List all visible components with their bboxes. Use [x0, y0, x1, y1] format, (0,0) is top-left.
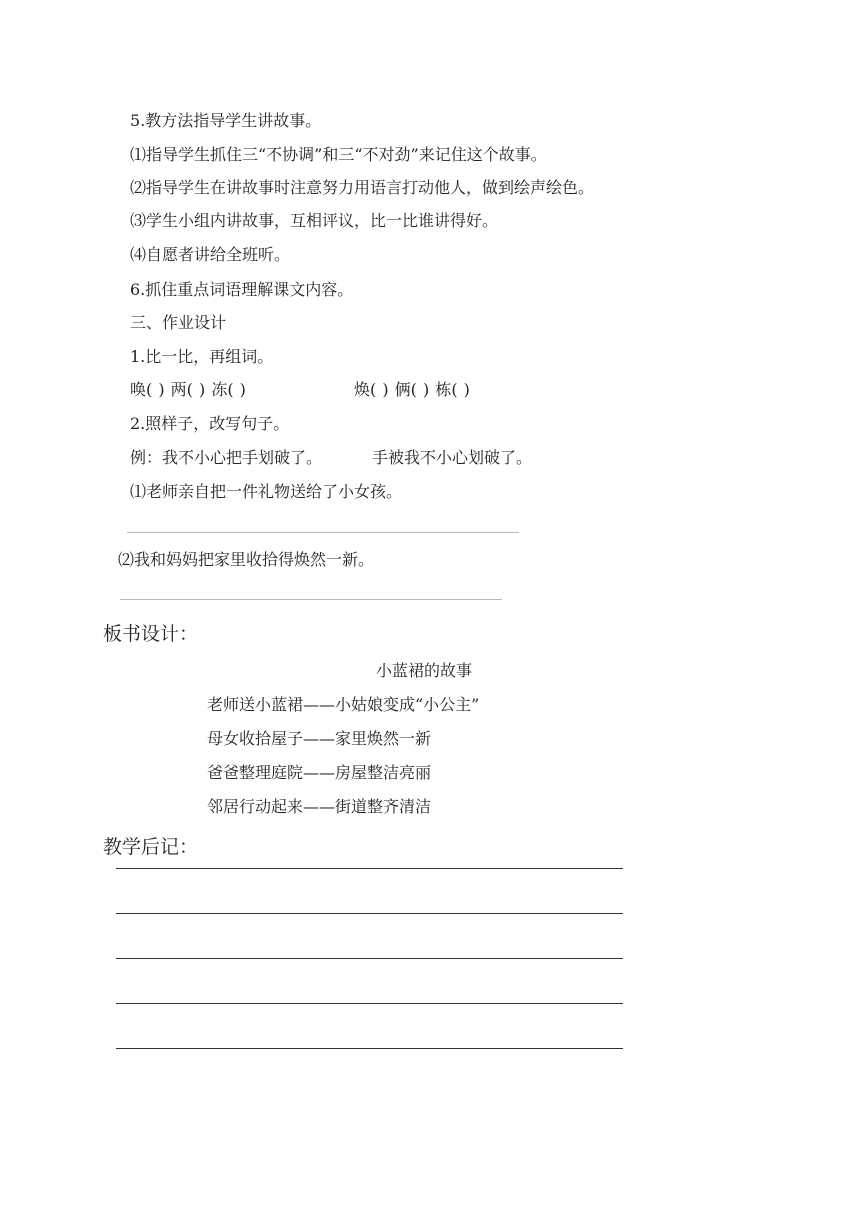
homework-item-2: ⑵我和妈妈把家里收拾得焕然一新。	[118, 550, 375, 569]
step-5-sub-1: ⑴指导学生抓住三“不协调”和三“不对劲”来记住这个故事。	[130, 145, 547, 164]
step-6-text: 6.抓住重点词语理解课文内容。	[130, 280, 354, 299]
notes-writing-line	[116, 868, 623, 869]
notes-writing-line	[116, 958, 623, 959]
homework-q1: 1.比一比，再组词。	[130, 347, 274, 366]
notes-writing-line	[116, 1003, 623, 1004]
example-sentence-rewritten: 手被我不小心划破了。	[372, 448, 533, 467]
answer-line-2	[120, 599, 502, 600]
notes-writing-line	[116, 913, 623, 914]
homework-title: 三、作业设计	[130, 313, 227, 332]
homework-q1-left-group: 唤( ) 两( ) 冻( )	[130, 380, 246, 399]
board-design-heading: 板书设计：	[103, 623, 199, 645]
answer-line-1	[127, 532, 519, 533]
board-design-title: 小蓝裙的故事	[376, 661, 473, 680]
teaching-notes-heading: 教学后记：	[103, 836, 199, 858]
step-5-text: 5.教方法指导学生讲故事。	[130, 111, 322, 130]
notes-writing-line	[116, 1048, 623, 1049]
board-design-line: 爸爸整理庭院——房屋整洁亮丽	[207, 763, 432, 782]
homework-q1-right-group: 焕( ) 俩( ) 栋( )	[354, 380, 470, 399]
board-design-line: 老师送小蓝裙——小姑娘变成“小公主”	[207, 695, 480, 714]
board-design-line: 邻居行动起来——街道整齐清洁	[207, 797, 432, 816]
homework-q2: 2.照样子，改写句子。	[130, 414, 290, 433]
step-5-sub-2: ⑵指导学生在讲故事时注意努力用语言打动他人，做到绘声绘色。	[130, 178, 595, 197]
step-5-sub-3: ⑶学生小组内讲故事，互相评议，比一比谁讲得好。	[130, 211, 499, 230]
step-5-sub-4: ⑷自愿者讲给全班听。	[130, 245, 291, 264]
board-design-line: 母女收拾屋子——家里焕然一新	[207, 729, 432, 748]
homework-item-1: ⑴老师亲自把一件礼物送给了小女孩。	[130, 482, 403, 501]
example-sentence-original: 例：我不小心把手划破了。	[130, 448, 323, 467]
